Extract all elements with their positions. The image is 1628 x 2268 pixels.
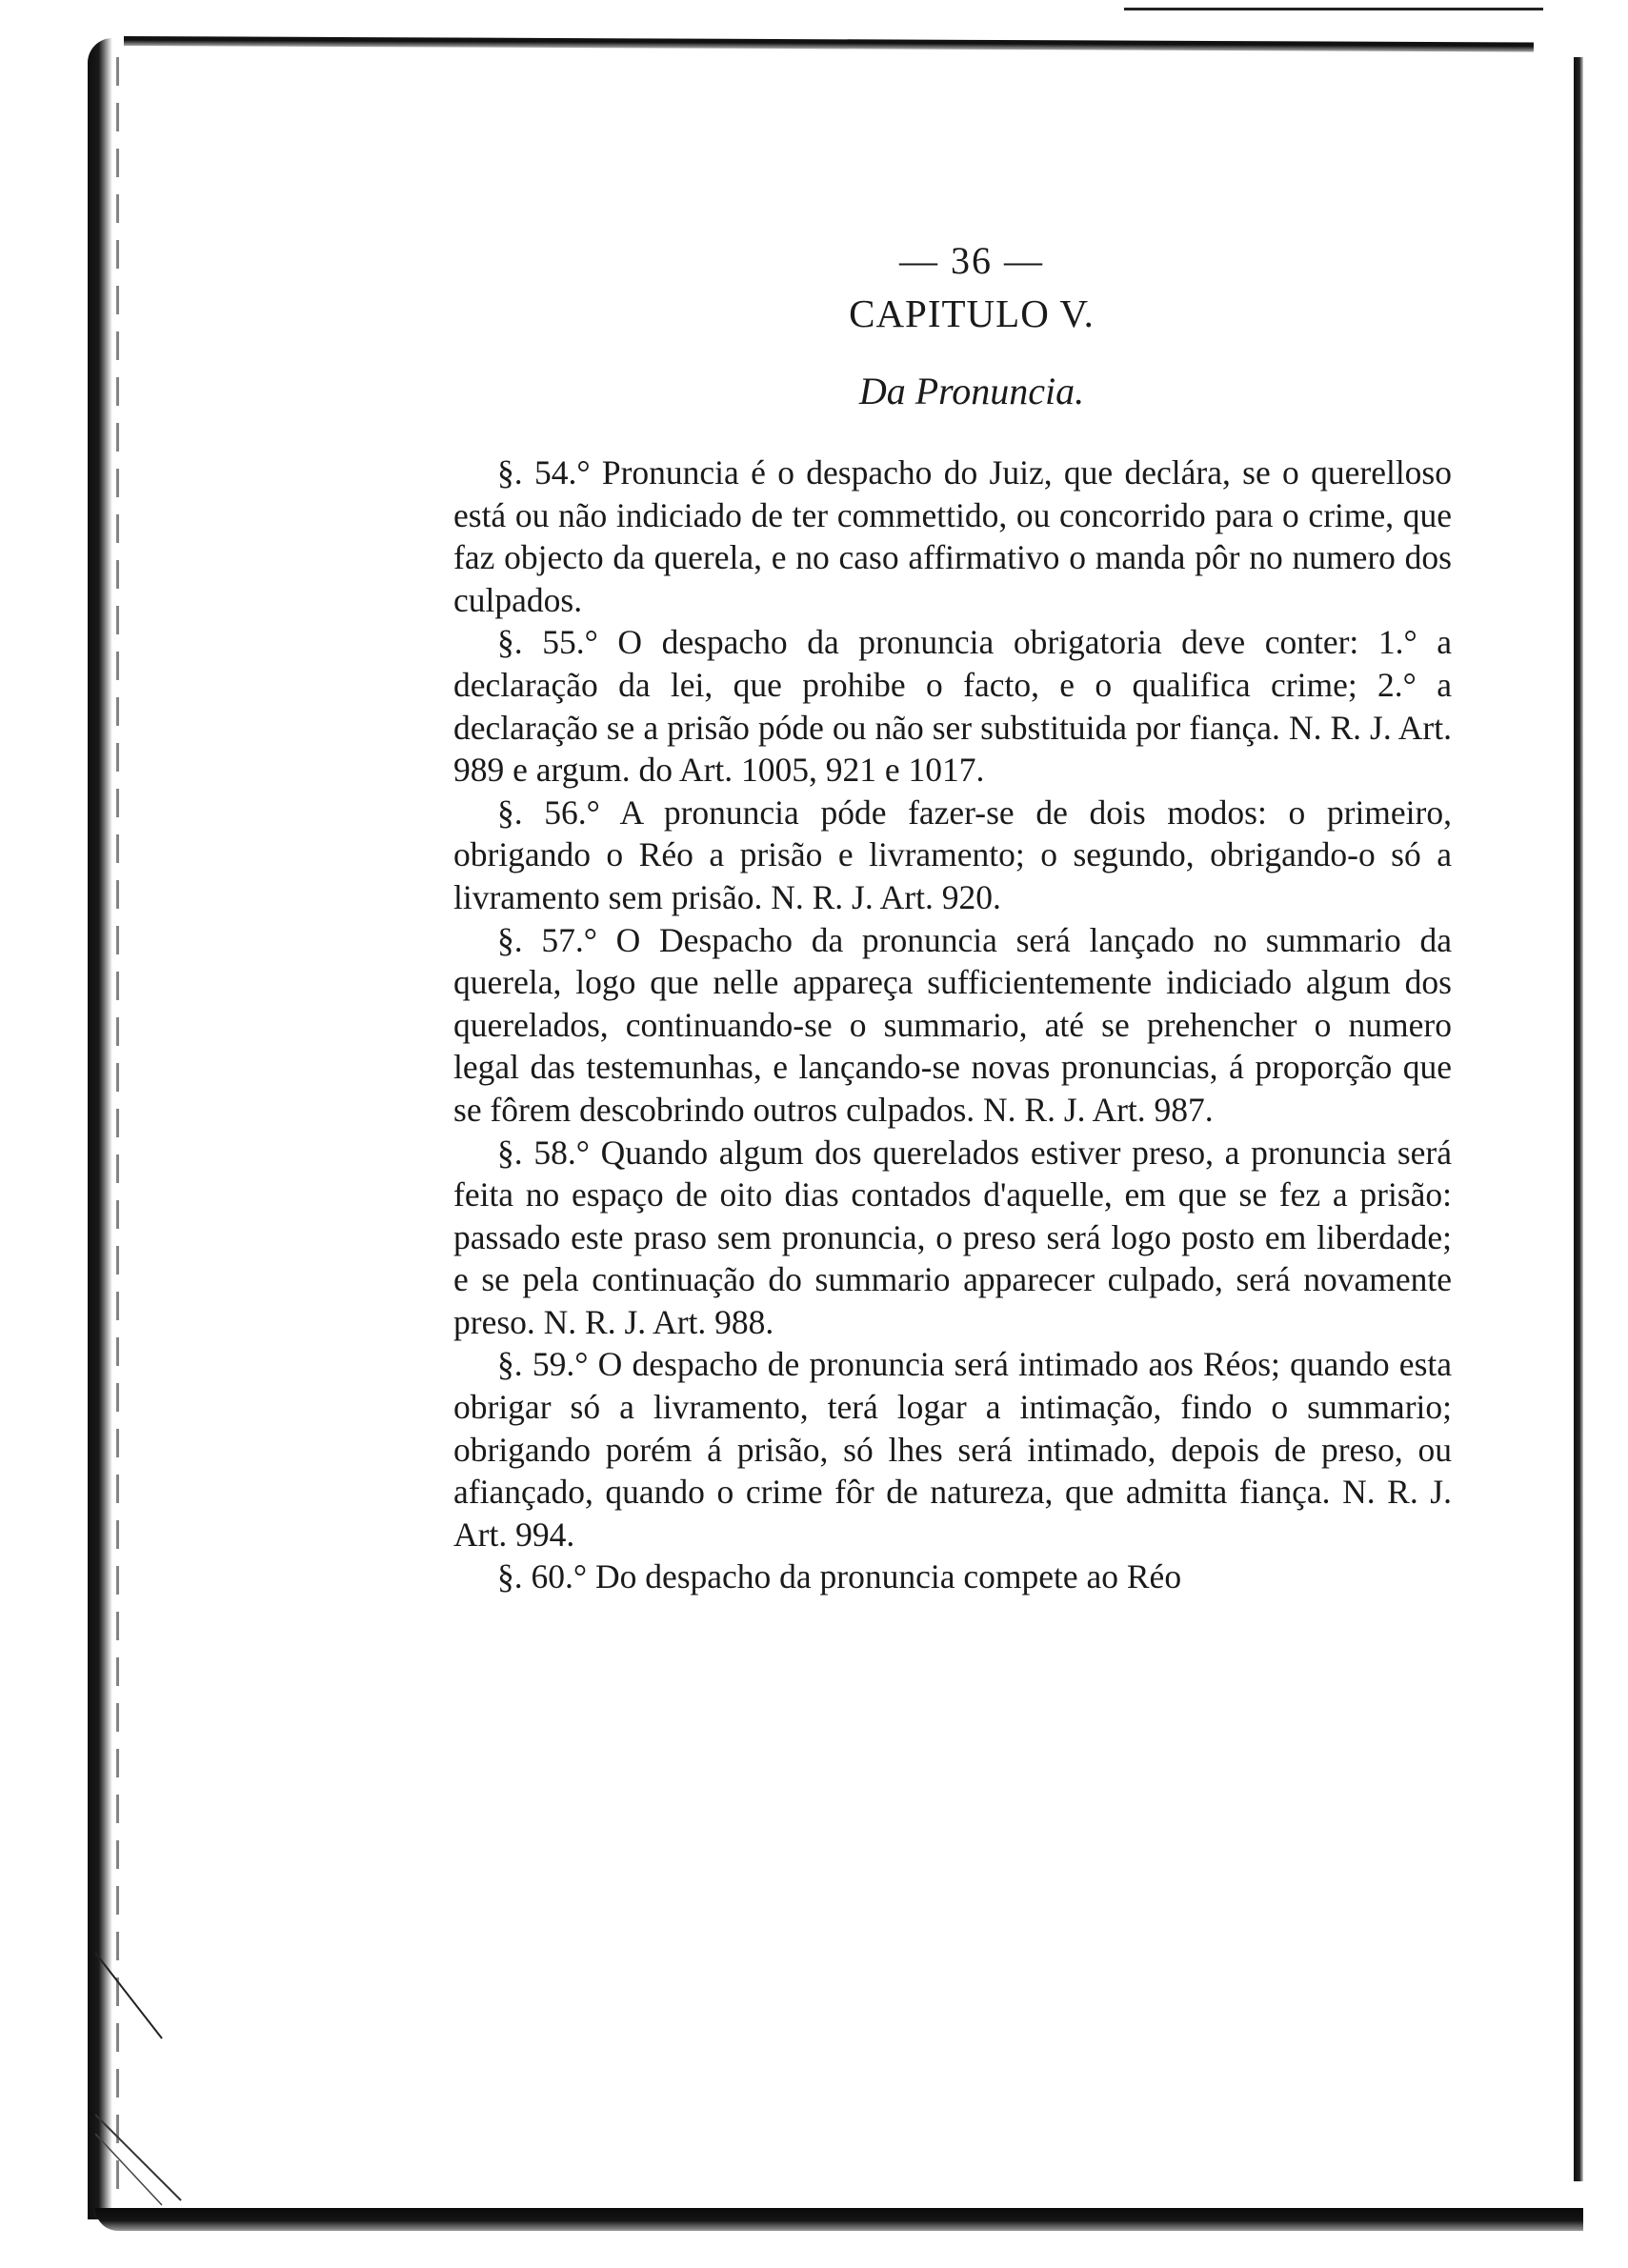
paragraph-text: Pronuncia é o despacho do Juiz, que declára, se o querelloso está ou não indiciado de ter commettido, ou concorrido para o crime, que faz objecto da querela, e no caso affirmativo o manda pôr no numero dos culpados. [453, 453, 1452, 619]
page-text [453, 238, 1452, 1598]
paragraph-number: §. 58.° [497, 1133, 590, 1172]
scan-edge-left-inner [116, 57, 119, 2191]
paragraph-57 [453, 919, 1452, 1132]
paragraph-55 [453, 621, 1452, 791]
scan-edge-right [1574, 57, 1583, 2181]
scan-edge-bottom [95, 2208, 1583, 2231]
paragraph-59 [453, 1343, 1452, 1555]
paragraph-number: §. 57.° [497, 920, 597, 959]
scan-edge-left [88, 38, 112, 2219]
paragraph-number: §. 60.° [497, 1557, 588, 1596]
paragraph-number: §. 54.° [497, 453, 591, 492]
paragraph-58 [453, 1132, 1452, 1344]
paragraph-number: §. 59.° [497, 1345, 589, 1384]
scan-edge-top [124, 36, 1534, 51]
scan-corner-lines [95, 1943, 210, 2210]
paragraph-number: §. 55.° [497, 623, 598, 662]
paragraph-56 [453, 792, 1452, 919]
paragraph-54 [453, 452, 1452, 621]
paragraph-text: O Despacho da pronuncia será lançado no summario da querela, logo que nelle appareça sufficientemente indiciado algum dos querelados, continuando-se o summario, até se prehencher o numero legal das testemunhas, e lançando-se novas pronuncias, á proporção que se fôrem descobrindo outros culpados. N. R. J. Art. 987. [453, 920, 1453, 1129]
scan-edge-top-thin [1124, 8, 1543, 10]
paragraph-number: §. 56.° [497, 793, 600, 832]
paragraph-60 [453, 1555, 1452, 1598]
paragraph-text: O despacho da pronuncia obrigatoria deve conter: 1.° a declaração da lei, que prohibe o facto, e o qualifica crime; 2.° a declaração se a prisão póde ou não ser substituida por fiança. N. R. J. Art. 989 e argum. do Art. 1005, 921 e 1017. [453, 623, 1453, 790]
paragraph-text: A pronuncia póde fazer-se de dois modos: o primeiro, obrigando o Réo a prisão e livramento; o segundo, obrigando-o só a livramento sem prisão. N. R. J. Art. 920. [453, 793, 1452, 916]
paragraph-text: O despacho de pronuncia será intimado aos Réos; quando esta obrigar só a livramento, terá logar a intimação, findo o summario; obrigando porém á prisão, só lhes será intimado, depois de preso, ou afiançado, quando o crime fôr de natureza, que admitta fiança. N. R. J. Art. 994. [453, 1345, 1453, 1554]
paragraph-text: Quando algum dos querelados estiver preso, a pronuncia será feita no espaço de oito dias contados d'aquelle, em que se fez a prisão: passado este praso sem pronuncia, o preso será logo posto em liberdade; e se pela continuação do summario apparecer culpado, será novamente preso. N. R. J. Art. 988. [453, 1133, 1452, 1341]
page-number: — 36 — [899, 239, 1044, 282]
chapter-subtitle: Da Pronuncia. [858, 370, 1085, 412]
chapter-title: CAPITULO V. [849, 291, 1095, 335]
paragraph-text: Do despacho da pronuncia compete ao Réo [594, 1557, 1182, 1596]
